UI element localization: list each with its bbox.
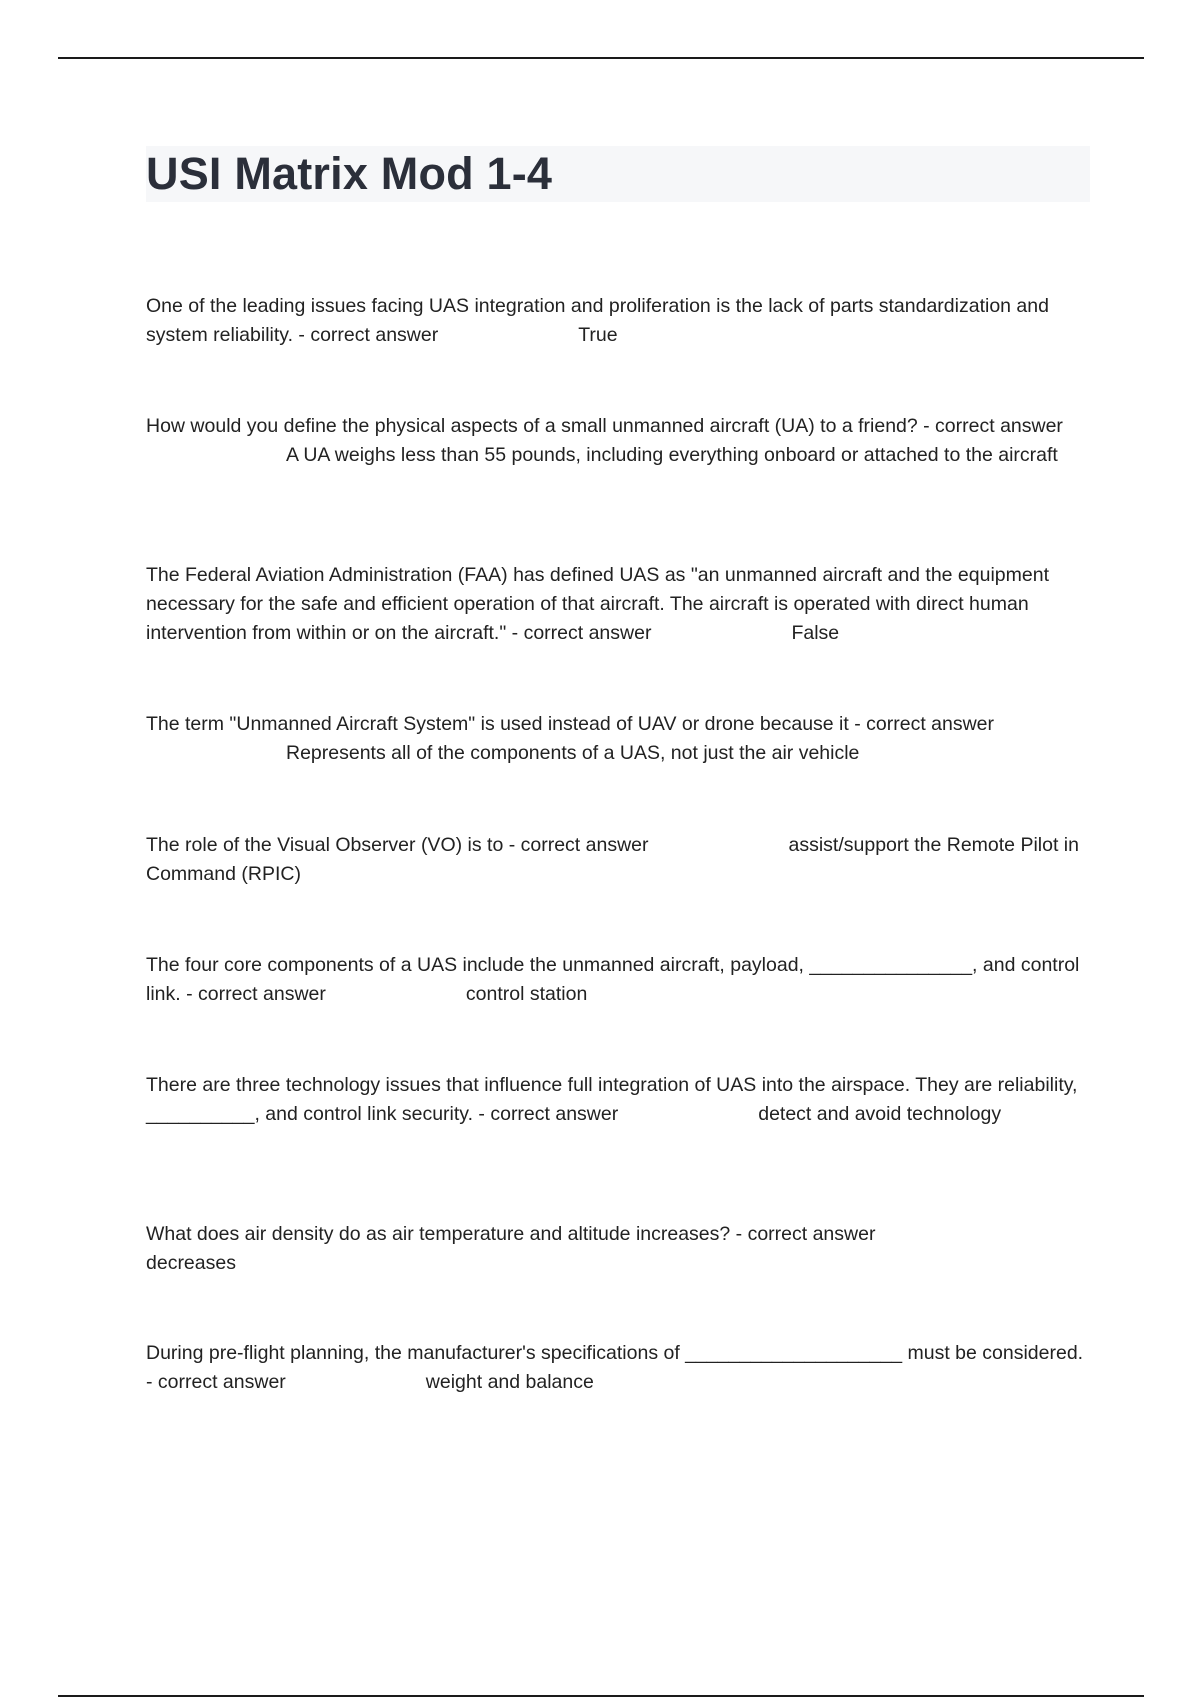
qa-item bbox=[146, 1071, 1090, 1129]
answer-text: control station bbox=[465, 983, 588, 1005]
answer-text: True bbox=[578, 324, 618, 346]
answer-text: detect and avoid technology bbox=[758, 1103, 1002, 1125]
qa-item bbox=[146, 951, 1090, 1009]
question-text: The four core components of a UAS include the unmanned aircraft, payload, _______________, and control link. - correct answer bbox=[146, 954, 1080, 1005]
qa-item bbox=[146, 292, 1090, 350]
bottom-rule bbox=[58, 1695, 1144, 1697]
page-title: USI Matrix Mod 1-4 bbox=[146, 148, 553, 199]
question-text: What does air density do as air temperature and altitude increases? - correct answer bbox=[146, 1223, 876, 1245]
qa-item bbox=[146, 710, 1090, 768]
qa-item bbox=[146, 561, 1090, 648]
question-text: The Federal Aviation Administration (FAA) has defined UAS as "an unmanned aircraft and the equipment necessary for the safe and efficient operation of that aircraft. The aircraft is operated with direct human intervention from within or on the aircraft." - correct answer bbox=[146, 564, 1049, 644]
qa-item bbox=[146, 1339, 1090, 1397]
answer-text: assist/support the Remote Pilot in Command (RPIC) bbox=[146, 834, 1079, 885]
top-rule bbox=[58, 57, 1144, 59]
qa-item bbox=[146, 1220, 1090, 1278]
question-text: The term "Unmanned Aircraft System" is used instead of UAV or drone because it - correct answer bbox=[146, 713, 995, 735]
answer-text: decreases bbox=[146, 1252, 236, 1274]
question-text: The role of the Visual Observer (VO) is to - correct answer bbox=[146, 834, 649, 856]
question-text: One of the leading issues facing UAS integration and proliferation is the lack of parts standardization and system reliability. - correct answer bbox=[146, 295, 1049, 346]
answer-text: False bbox=[791, 622, 840, 644]
answer-text: A UA weighs less than 55 pounds, including everything onboard or attached to the aircraft bbox=[286, 444, 1058, 466]
qa-item bbox=[146, 831, 1090, 889]
answer-text: weight and balance bbox=[425, 1371, 594, 1393]
question-text: How would you define the physical aspects of a small unmanned aircraft (UA) to a friend? - correct answer bbox=[146, 415, 1063, 437]
question-text: During pre-flight planning, the manufacturer's specifications of ____________________ must be considered. - correct answer bbox=[146, 1342, 1084, 1393]
question-text: There are three technology issues that influence full integration of UAS into the airspace. They are reliability, __________, and control link security. - correct answer bbox=[146, 1074, 1078, 1125]
qa-item bbox=[146, 412, 1090, 470]
answer-text: Represents all of the components of a UAS, not just the air vehicle bbox=[286, 742, 860, 764]
title-band bbox=[146, 146, 1090, 202]
